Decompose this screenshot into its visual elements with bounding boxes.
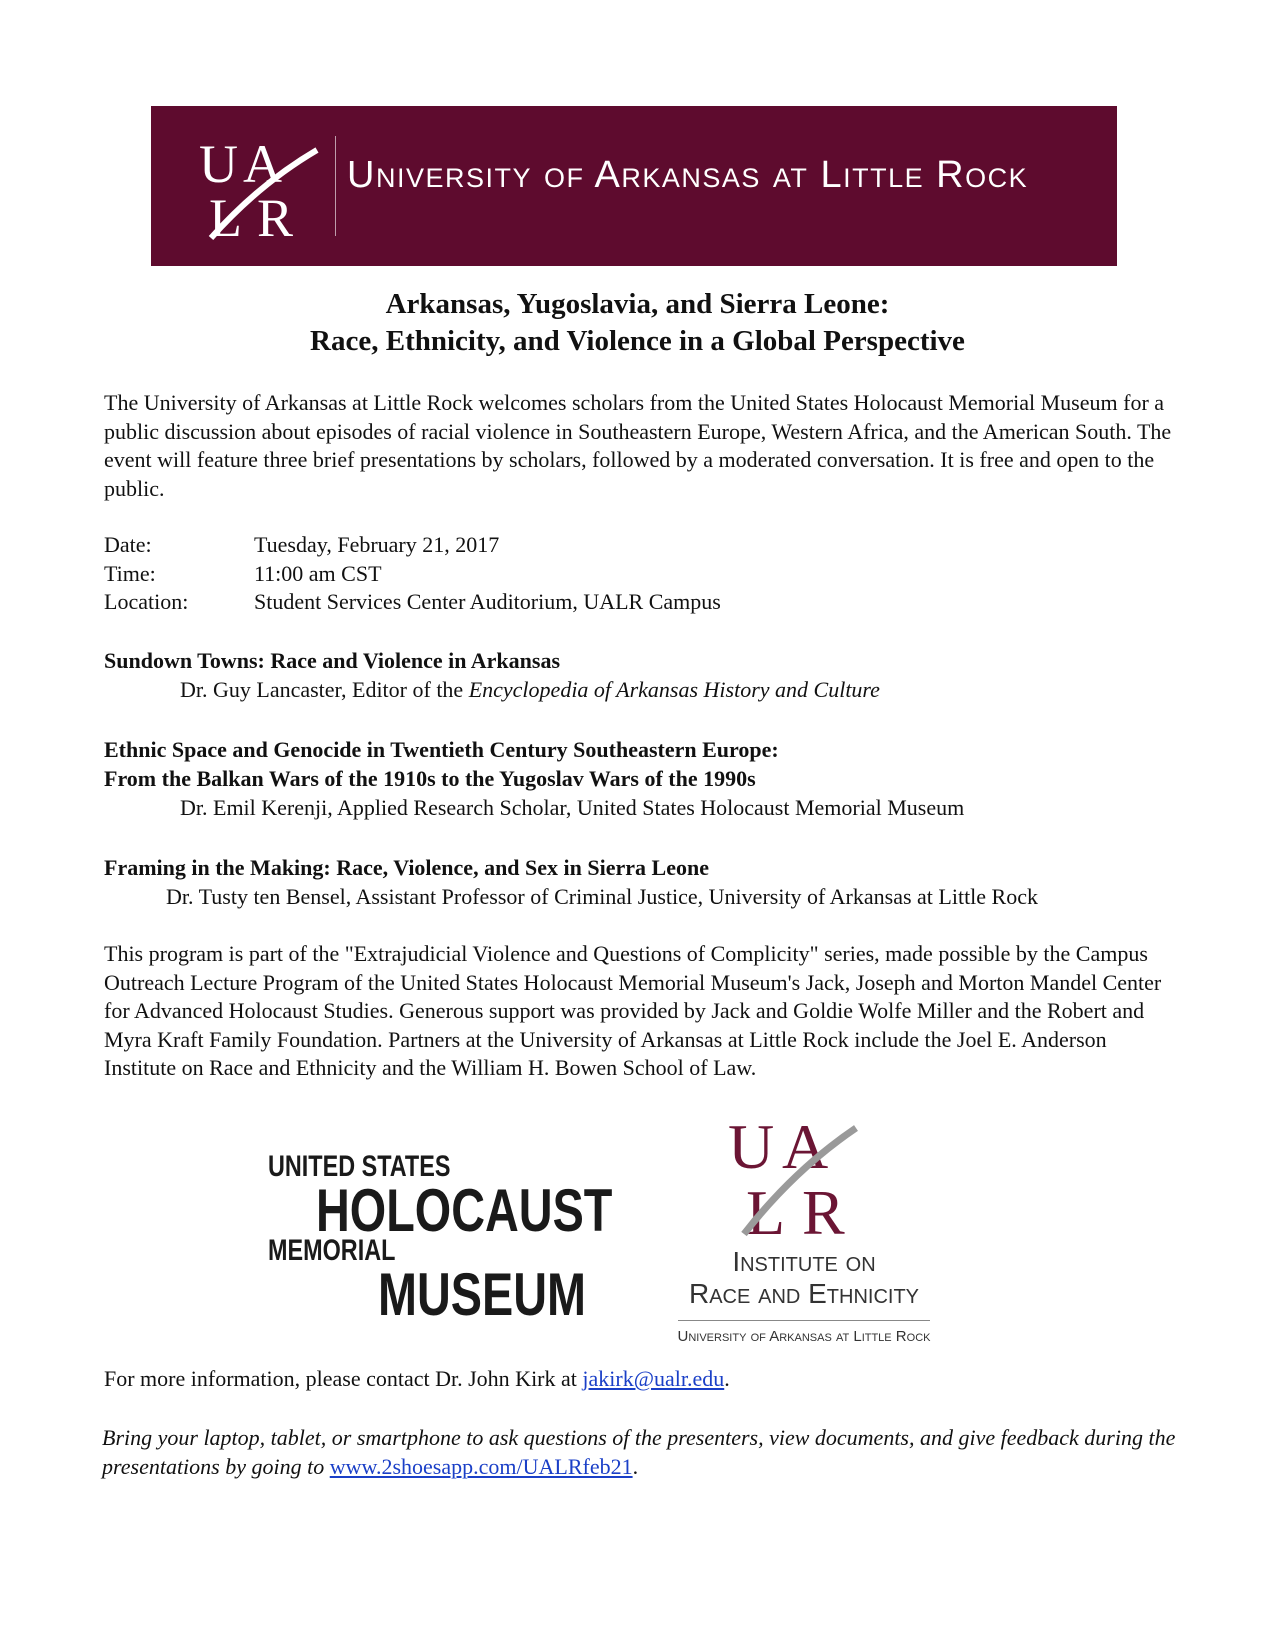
contact-email-link[interactable]: jakirk@ualr.edu — [582, 1366, 725, 1391]
talk-2-speaker: Dr. Emil Kerenji, Applied Research Scholar, United States Holocaust Memorial Museum — [180, 795, 965, 820]
event-details — [104, 531, 721, 617]
ushmm-line3: MEMORIAL — [268, 1234, 396, 1267]
institute-line2: Race and Ethnicity — [688, 1278, 920, 1309]
device-note-period: . — [632, 1454, 639, 1479]
svg-text:U: U — [199, 134, 238, 194]
ualr-institute-mark — [724, 1110, 884, 1240]
intro-paragraph: The University of Arkansas at Little Rock welcomes scholars from the United States Holocaust Memorial Museum for a public discussion about episodes of racial violence in Southeastern Europe, Western Africa, and the American South. The event will feature three brief presentations by scholars, followed by a moderated conversation. It is free and open to the public. — [104, 390, 1172, 501]
talk-1-speaker — [104, 675, 1224, 704]
talk-2 — [104, 735, 1224, 822]
talk-2-title-line2: From the Balkan Wars of the 1910s to the Yugoslav Wars of the 1990s — [104, 766, 756, 791]
talk-2-title-line1: Ethnic Space and Genocide in Twentieth Century Southeastern Europe: — [104, 737, 779, 762]
ushmm-line2: HOLOCAUST — [316, 1177, 613, 1244]
contact-period: . — [724, 1366, 730, 1391]
talk-3-title: Framing in the Making: Race, Violence, and Sex in Sierra Leone — [104, 855, 709, 880]
svg-text:R: R — [257, 188, 294, 242]
institute-subline: University of Arkansas at Little Rock — [677, 1328, 931, 1345]
time-row — [104, 560, 721, 589]
talk-1-publication: Encyclopedia of Arkansas History and Culture — [468, 677, 880, 702]
svg-text:A: A — [782, 1111, 829, 1182]
program-paragraph: This program is part of the "Extrajudicial Violence and Questions of Complicity" series, made possible by the Campus Outreach Lecture Program of the United States Holocaust Memorial Museum's Jack, Joseph and Morton Mandel Center for Advanced Holocaust Studies. Generous support was provided by Jack and Goldie Wolfe Miller and the Robert and Myra Kraft Family Foundation. Partners at the University of Arkansas at Little Rock include the Joel E. Anderson Institute on Race and Ethnicity and the William H. Bowen School of Law. — [104, 941, 1162, 1081]
talk-3-speaker: Dr. Tusty ten Bensel, Assistant Professor of Criminal Justice, University of Arkansas at Little Rock — [166, 884, 1038, 909]
institute-line1: Institute on — [732, 1246, 876, 1277]
institute-logo — [674, 1110, 934, 1350]
ushmm-line1: UNITED STATES — [268, 1150, 451, 1183]
device-note-text: Bring your laptop, tablet, or smartphone to ask questions of the presenters, view documents, and give feedback during the presentations by going to — [102, 1425, 1176, 1479]
device-note — [102, 1423, 1202, 1481]
talk-1-speaker-text: Dr. Guy Lancaster, Editor of the — [180, 677, 469, 702]
institute-divider — [678, 1320, 930, 1321]
event-title — [0, 286, 1275, 360]
event-title-line2: Race, Ethnicity, and Violence in a Global Perspective — [310, 325, 965, 357]
talk-3 — [104, 853, 1224, 911]
svg-text:A: A — [243, 134, 282, 194]
svg-text:R: R — [802, 1177, 845, 1240]
header-banner — [151, 106, 1117, 266]
ushmm-line4: MUSEUM — [378, 1261, 587, 1328]
talk-1-title: Sundown Towns: Race and Violence in Arkansas — [104, 648, 561, 673]
contact-text: For more information, please contact Dr. John Kirk at — [104, 1366, 583, 1391]
location-label: Location: — [104, 589, 189, 615]
event-title-line1: Arkansas, Yugoslavia, and Sierra Leone: — [385, 288, 890, 320]
date-row — [104, 531, 721, 560]
time-value: 11:00 am CST — [254, 560, 382, 586]
date-label: Date: — [104, 532, 152, 557]
university-name: University of Arkansas at Little Rock — [347, 154, 1029, 196]
ushmm-logo — [268, 1150, 613, 1328]
location-value: Student Services Center Auditorium, UALR Campus — [254, 589, 721, 615]
talk-1 — [104, 646, 1224, 704]
date-value: Tuesday, February 21, 2017 — [254, 532, 500, 557]
location-row — [104, 588, 721, 617]
svg-text:L: L — [746, 1177, 786, 1240]
time-label: Time: — [104, 560, 156, 586]
contact-line — [104, 1365, 730, 1394]
svg-text:U: U — [728, 1111, 775, 1182]
svg-text:L: L — [209, 188, 242, 242]
2shoes-app-link[interactable]: www.2shoesapp.com/UALRfeb21 — [329, 1454, 633, 1479]
banner-divider — [335, 136, 336, 236]
